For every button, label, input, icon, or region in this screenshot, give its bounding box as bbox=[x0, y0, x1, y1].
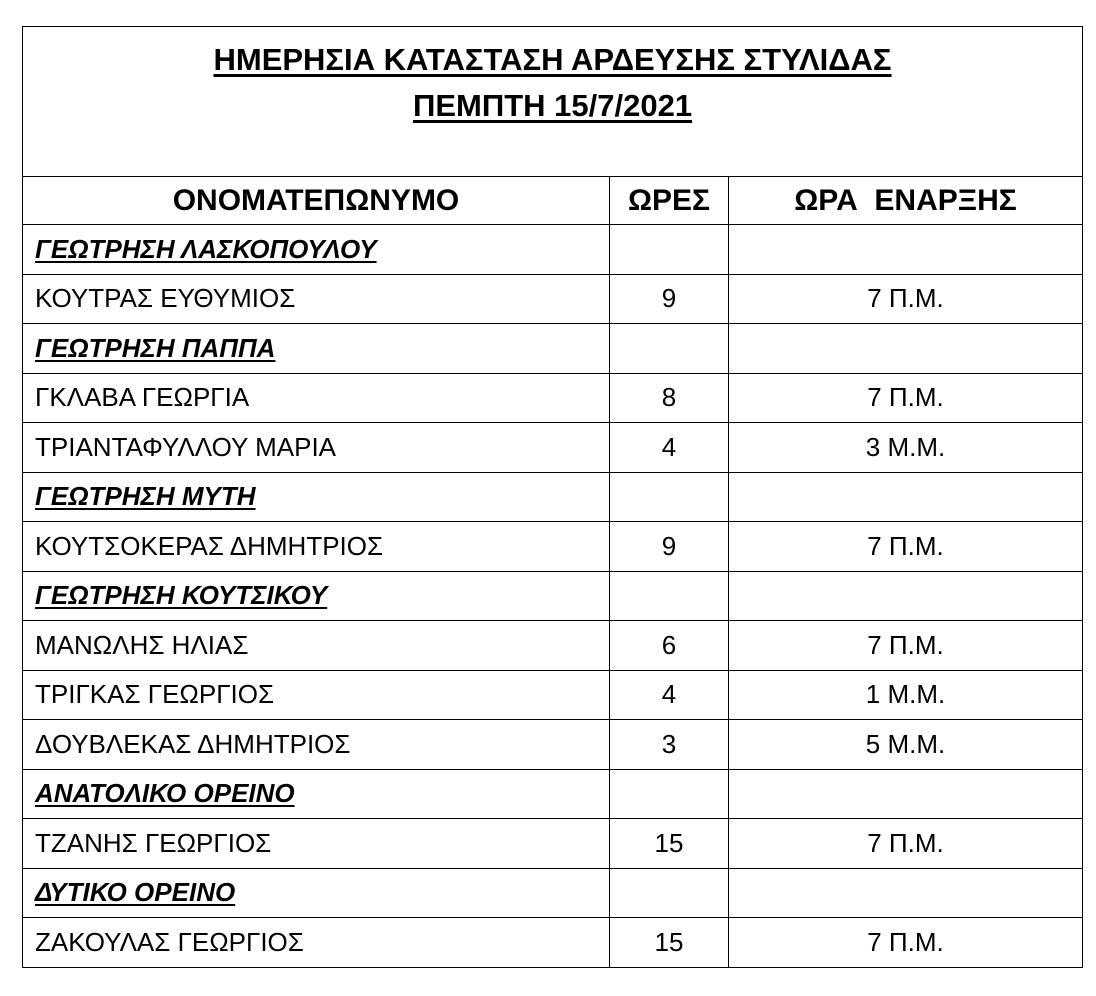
table-row bbox=[23, 720, 1083, 770]
start-time-value: 7 Π.Μ. bbox=[729, 373, 1083, 423]
table-row bbox=[23, 670, 1083, 720]
section-row bbox=[23, 225, 1083, 275]
empty-cell bbox=[729, 472, 1083, 522]
irrigation-table bbox=[22, 26, 1083, 968]
hours-value: 8 bbox=[610, 373, 729, 423]
section-title: ΓΕΩΤΡΗΣΗ ΠΑΠΠΑ bbox=[23, 324, 610, 374]
empty-cell bbox=[729, 769, 1083, 819]
empty-cell bbox=[729, 225, 1083, 275]
table-row bbox=[23, 918, 1083, 968]
table-row bbox=[23, 373, 1083, 423]
person-name: ΖΑΚΟΥΛΑΣ ΓΕΩΡΓΙΟΣ bbox=[23, 918, 610, 968]
person-name: ΤΖΑΝΗΣ ΓΕΩΡΓΙΟΣ bbox=[23, 819, 610, 869]
hours-value: 6 bbox=[610, 621, 729, 671]
table-row bbox=[23, 423, 1083, 473]
person-name: ΚΟΥΤΡΑΣ ΕΥΘΥΜΙΟΣ bbox=[23, 274, 610, 324]
column-header-name: ΟΝΟΜΑΤΕΠΩΝΥΜΟ bbox=[23, 177, 610, 225]
start-time-value: 7 Π.Μ. bbox=[729, 522, 1083, 572]
empty-cell bbox=[610, 868, 729, 918]
person-name: ΔΟΥΒΛΕΚΑΣ ΔΗΜΗΤΡΙΟΣ bbox=[23, 720, 610, 770]
empty-cell bbox=[610, 472, 729, 522]
empty-cell bbox=[610, 324, 729, 374]
start-time-value: 7 Π.Μ. bbox=[729, 621, 1083, 671]
hours-value: 15 bbox=[610, 918, 729, 968]
table-body bbox=[23, 27, 1083, 968]
hours-value: 9 bbox=[610, 274, 729, 324]
empty-cell bbox=[610, 769, 729, 819]
hours-value: 4 bbox=[610, 423, 729, 473]
empty-cell bbox=[610, 225, 729, 275]
start-time-value: 3 Μ.Μ. bbox=[729, 423, 1083, 473]
table-row bbox=[23, 621, 1083, 671]
hours-value: 4 bbox=[610, 670, 729, 720]
start-time-value: 7 Π.Μ. bbox=[729, 274, 1083, 324]
title-cell bbox=[23, 27, 1083, 177]
section-title: ΓΕΩΤΡΗΣΗ ΜΥΤΗ bbox=[23, 472, 610, 522]
start-time-value: 7 Π.Μ. bbox=[729, 819, 1083, 869]
document-title: ΗΜΕΡΗΣΙΑ ΚΑΤΑΣΤΑΣΗ ΑΡΔΕΥΣΗΣ ΣΤΥΛΙΔΑΣ bbox=[213, 42, 892, 77]
section-row bbox=[23, 868, 1083, 918]
section-row bbox=[23, 571, 1083, 621]
person-name: ΓΚΛΑΒΑ ΓΕΩΡΓΙΑ bbox=[23, 373, 610, 423]
header-row bbox=[23, 177, 1083, 225]
table-row bbox=[23, 819, 1083, 869]
document-date: ΠΕΜΠΤΗ 15/7/2021 bbox=[412, 88, 693, 123]
start-time-value: 1 Μ.Μ. bbox=[729, 670, 1083, 720]
start-time-value: 5 Μ.Μ. bbox=[729, 720, 1083, 770]
empty-cell bbox=[729, 868, 1083, 918]
empty-cell bbox=[729, 324, 1083, 374]
hours-value: 15 bbox=[610, 819, 729, 869]
person-name: ΚΟΥΤΣΟΚΕΡΑΣ ΔΗΜΗΤΡΙΟΣ bbox=[23, 522, 610, 572]
section-title: ΓΕΩΤΡΗΣΗ ΛΑΣΚΟΠΟΥΛΟΥ bbox=[23, 225, 610, 275]
person-name: ΤΡΙΑΝΤΑΦΥΛΛΟΥ ΜΑΡΙΑ bbox=[23, 423, 610, 473]
empty-cell bbox=[729, 571, 1083, 621]
section-title: ΓΕΩΤΡΗΣΗ ΚΟΥΤΣΙΚΟΥ bbox=[23, 571, 610, 621]
title-row bbox=[23, 27, 1083, 177]
section-row bbox=[23, 324, 1083, 374]
table-row bbox=[23, 274, 1083, 324]
hours-value: 9 bbox=[610, 522, 729, 572]
section-title: ΔΥΤΙΚΟ ΟΡΕΙΝΟ bbox=[23, 868, 610, 918]
section-title: ΑΝΑΤΟΛΙΚΟ ΟΡΕΙΝΟ bbox=[23, 769, 610, 819]
table-row bbox=[23, 522, 1083, 572]
empty-cell bbox=[610, 571, 729, 621]
start-time-value: 7 Π.Μ. bbox=[729, 918, 1083, 968]
hours-value: 3 bbox=[610, 720, 729, 770]
column-header-start: ΩΡΑ ΕΝΑΡΞΗΣ bbox=[729, 177, 1083, 225]
section-row bbox=[23, 769, 1083, 819]
column-header-hours: ΩΡΕΣ bbox=[610, 177, 729, 225]
section-row bbox=[23, 472, 1083, 522]
person-name: ΤΡΙΓΚΑΣ ΓΕΩΡΓΙΟΣ bbox=[23, 670, 610, 720]
person-name: ΜΑΝΩΛΗΣ ΗΛΙΑΣ bbox=[23, 621, 610, 671]
